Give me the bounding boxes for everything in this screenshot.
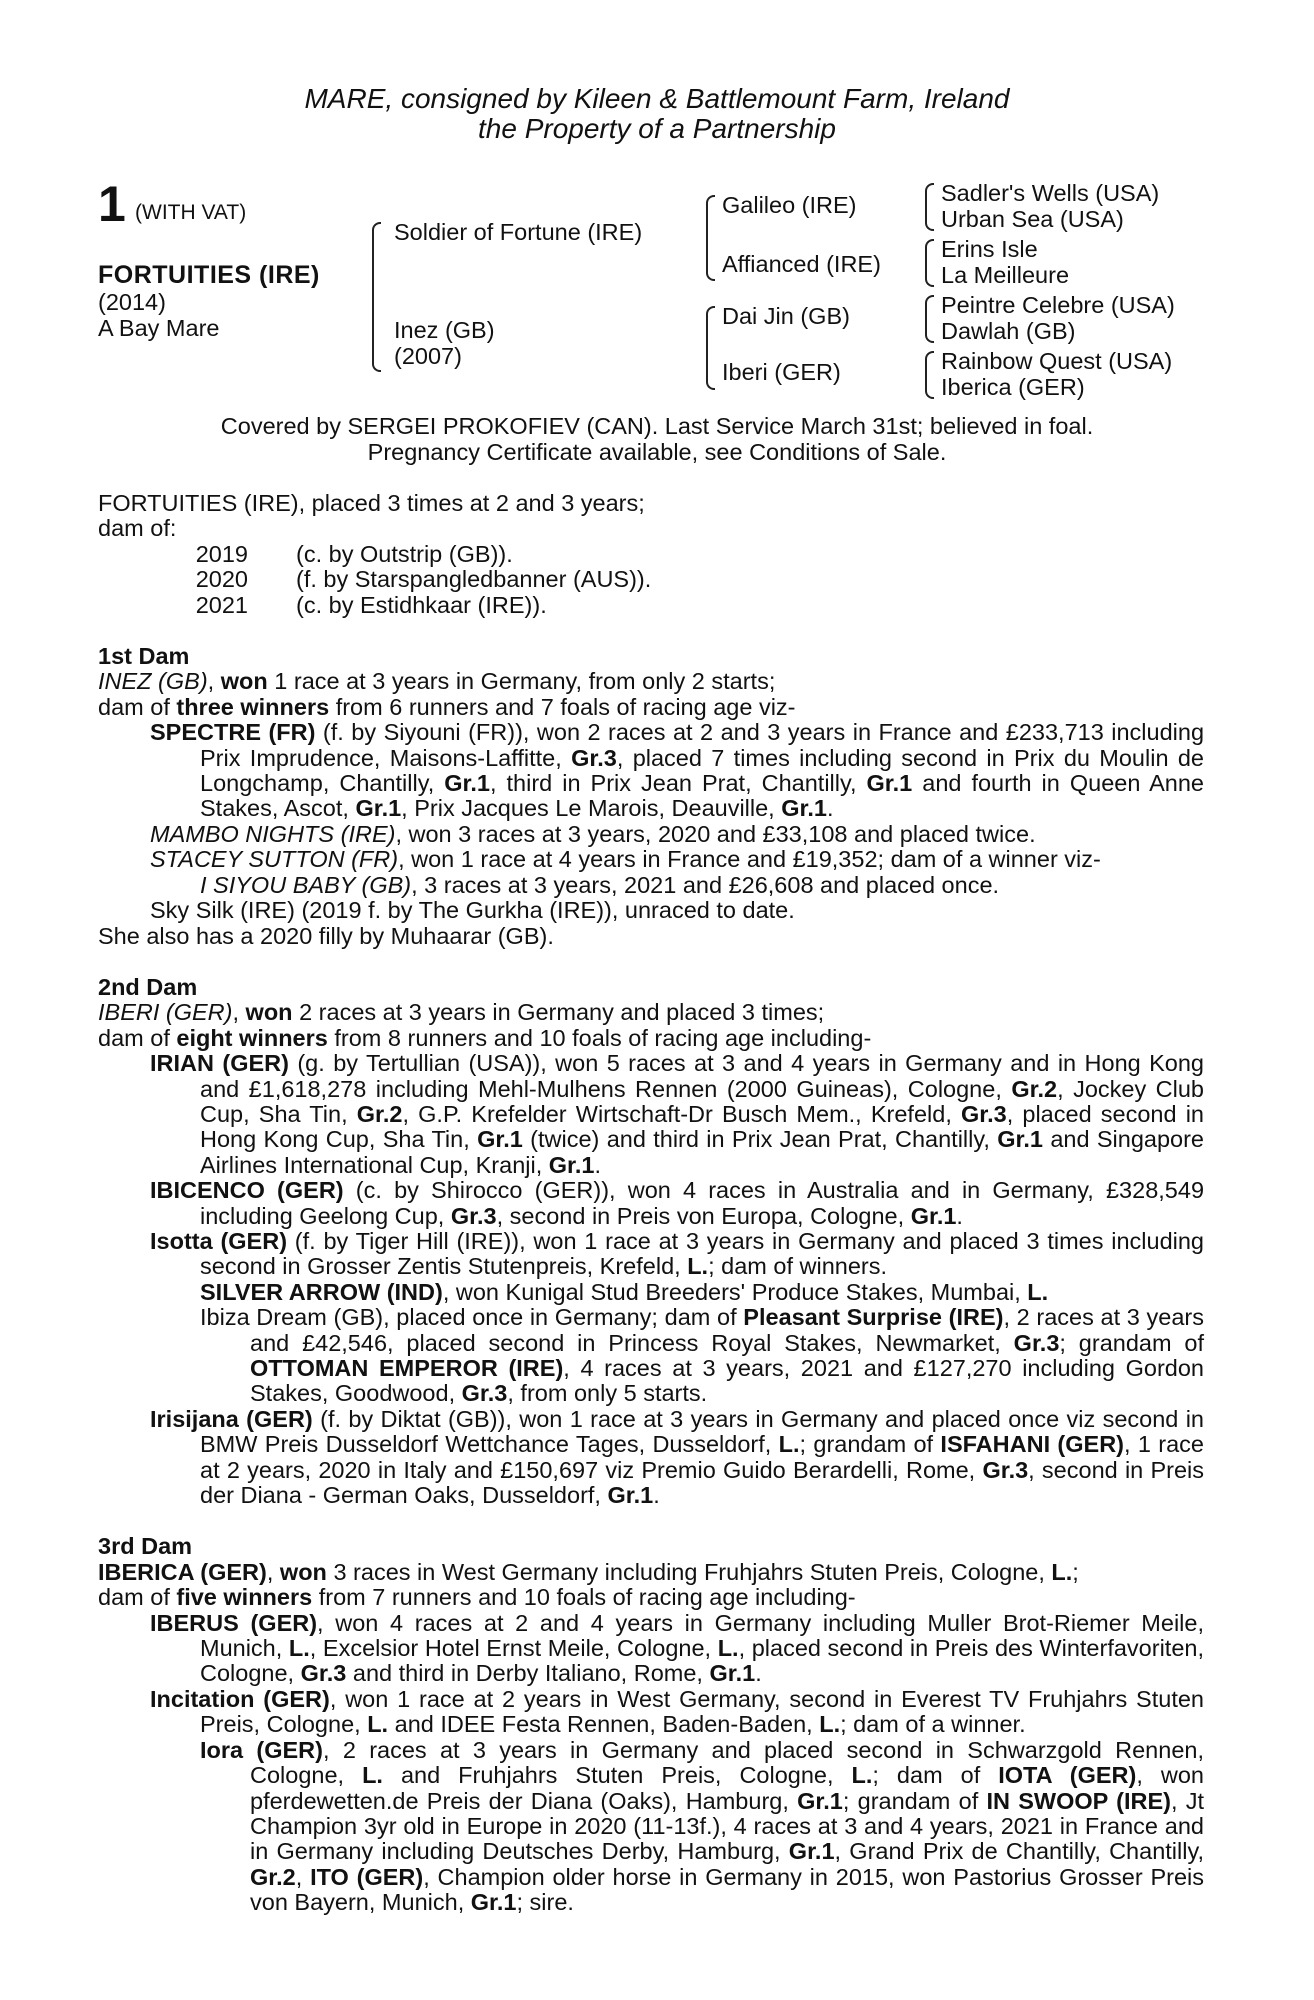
- foal-desc: (c. by Estidhkaar (IRE)).: [296, 591, 547, 618]
- entry-text: and Singapore Airlines International Cup, Kranji,: [200, 1126, 1205, 1178]
- horse-bold-name: IRIAN (GER): [150, 1050, 289, 1077]
- grade: L.: [1051, 1558, 1073, 1585]
- grade: Gr.3: [1013, 1329, 1060, 1356]
- grade: Gr.1: [866, 770, 913, 797]
- pedigree-g3: Erins Isle: [941, 236, 1038, 262]
- foal-row: [98, 567, 1204, 592]
- dam2-name: IBERI (GER): [98, 999, 233, 1026]
- entry-text: , Jt Champion 3yr old in Europe in 2020 (11-13f.), 4 races at 3 and 4 years, 2021 in France and in Germany including Deutsches Derby, Hamburg,: [250, 1787, 1205, 1865]
- entry-text: , won 4 races at 2 and 4 years in Germany including Muller Brot-Riemer Meile, Munich,: [200, 1609, 1204, 1662]
- entry-text: , won Kunigal Stud Breeders' Produce Stakes, Mumbai,: [442, 1278, 1028, 1305]
- entry-text: Ibiza Dream (GB), placed once in Germany; dam of: [200, 1304, 744, 1331]
- pedigree-sire-dam: Affianced (IRE): [722, 251, 881, 277]
- entry-text: ,: [295, 1863, 311, 1890]
- entry-mambo: [150, 822, 1204, 847]
- entry-text: , 2 races at 3 years in Germany and placed second in Schwarzgold Rennen, Cologne,: [250, 1736, 1204, 1789]
- grade: L.: [362, 1762, 383, 1789]
- dam2-dam-of: [98, 1026, 1204, 1051]
- entry-text: , placed second in Preis des Winterfavoriten, Cologne,: [200, 1635, 1204, 1687]
- entry-text: , placed 7 times including second in Prix du Moulin de Longchamp, Chantilly,: [200, 744, 1204, 797]
- entry-text: .: [956, 1202, 963, 1229]
- grade: Gr.3: [300, 1660, 347, 1687]
- dam1-summary: INEZ (GB), won 1 race at 3 years in Germany, from only 2 starts;: [98, 668, 776, 695]
- dam-of-text: from 6 runners and 7 foals of racing age viz-: [329, 693, 796, 720]
- grade: Gr.3: [450, 1202, 497, 1229]
- grade: Gr.1: [607, 1482, 654, 1509]
- dam3-won: won: [279, 1558, 327, 1585]
- pedigree-dam-sire: Dai Jin (GB): [722, 303, 850, 329]
- section-title-2nd-dam: 2nd Dam: [98, 973, 198, 1000]
- grade: L.: [778, 1431, 800, 1458]
- entry-sky-silk: Sky Silk (IRE) (2019 f. by The Gurkha (IRE)), unraced to date.: [150, 897, 795, 924]
- entry-text: , Prix Jacques Le Marois, Deauville,: [401, 795, 782, 822]
- horse-bold-name: Irisijana (GER): [150, 1405, 313, 1432]
- horse-bold-name: IBICENCO (GER): [150, 1177, 344, 1204]
- pedigree-sire-sire: Galileo (IRE): [722, 192, 857, 218]
- entry-stacey: [150, 847, 1204, 872]
- grade: Gr.1: [797, 1787, 843, 1814]
- pedigree-brace-g4: [925, 351, 934, 399]
- grade: L.: [367, 1711, 389, 1738]
- foal-year: 2019: [195, 540, 248, 567]
- grade: L.: [851, 1762, 873, 1789]
- winners-count: eight winners: [176, 1024, 328, 1051]
- dam1-name: INEZ (GB): [98, 668, 208, 695]
- dam3-summary: IBERICA (GER), won 3 races in West Germany including Fruhjahrs Stuten Preis, Cologne, L.;: [98, 1558, 1079, 1585]
- pedigree-brace-main: [372, 222, 381, 372]
- entry-iberus: [150, 1611, 1204, 1687]
- intro-line-1: FORTUITIES (IRE), placed 3 times at 2 and 3 years;: [98, 490, 645, 516]
- dam2-text: 2 races at 3 years in Germany and placed 3 times;: [292, 999, 825, 1026]
- entry-text: , second in Preis der Diana - German Oaks, Dusseldorf,: [200, 1456, 1205, 1509]
- horse-italic-name: STACEY SUTTON (FR): [150, 846, 399, 873]
- dam1-also: She also has a 2020 filly by Muhaarar (GB).: [98, 922, 554, 949]
- grade: Gr.1: [477, 1126, 523, 1153]
- grade: Gr.1: [788, 1838, 835, 1865]
- dam-of-text: from 8 runners and 10 foals of racing age including-: [327, 1024, 872, 1051]
- grade: Gr.1: [444, 770, 490, 797]
- entry-text: , won 3 races at 3 years, 2020 and £33,108 and placed twice.: [395, 820, 1036, 847]
- grade: Gr.2: [356, 1100, 403, 1127]
- pedigree-g4: La Meilleure: [941, 262, 1070, 288]
- foal-year: 2020: [195, 566, 248, 593]
- entry-ibiza-dream: [200, 1305, 1204, 1407]
- entry-text: .: [653, 1482, 660, 1509]
- entry-text: ; dam of a winner.: [840, 1711, 1026, 1738]
- dam2-won: won: [245, 999, 293, 1026]
- entry-text: , won 1 race at 4 years in France and £19,352; dam of a winner viz-: [398, 846, 1101, 873]
- entry-text: and IDEE Festa Rennen, Baden-Baden,: [388, 1711, 820, 1738]
- dam1-text: 1 race at 3 years in Germany, from only 2 starts;: [267, 668, 776, 695]
- covered-note: [0, 413, 1314, 465]
- dam2-summary: IBERI (GER), won 2 races at 3 years in Germany and placed 3 times;: [98, 999, 825, 1026]
- entry-text: , Grand Prix de Chantilly, Chantilly,: [834, 1838, 1204, 1865]
- horse-bold-name: IBERUS (GER): [150, 1609, 318, 1636]
- grade: Gr.2: [250, 1863, 296, 1890]
- horse-bold-name: SILVER ARROW (IND): [200, 1278, 443, 1305]
- horse-bold-name: Isotta (GER): [150, 1227, 288, 1254]
- grade: L.: [717, 1635, 739, 1662]
- entry-text: (twice) and third in Prix Jean Prat, Chantilly,: [522, 1126, 998, 1153]
- dam3-text: ;: [1072, 1558, 1079, 1585]
- section-title-3rd-dam: 3rd Dam: [98, 1533, 193, 1560]
- foal-desc: (f. by Starspangledbanner (AUS)).: [296, 566, 652, 593]
- entry-text: (g. by Tertullian (USA)), won 5 races at 3 and 4 years in Germany and in Hong Kong and £1,618,278 including Mehl-Mulhens Rennen (2000 Guineas), Cologne,: [200, 1050, 1204, 1102]
- entry-ibicenco: [150, 1178, 1204, 1229]
- grade: Gr.1: [997, 1126, 1043, 1153]
- dam-of-text: from 7 runners and 10 foals of racing age including-: [312, 1584, 856, 1611]
- entry-text: , 1 race at 2 years, 2020 in Italy and £150,697 viz Premio Guido Berardelli, Rome,: [200, 1431, 1204, 1483]
- grade: Gr.1: [781, 795, 827, 822]
- lot-number: 1: [98, 176, 126, 232]
- entry-text: , G.P. Krefelder Wirtschaft-Dr Busch Mem., Krefeld,: [402, 1100, 961, 1127]
- grade: Gr.1: [470, 1889, 517, 1916]
- entry-irisijana: [150, 1407, 1204, 1509]
- winners-count: three winners: [176, 693, 330, 720]
- horse-bold-name: OTTOMAN EMPEROR (IRE): [250, 1355, 564, 1381]
- grade: Gr.1: [548, 1151, 595, 1178]
- horse-italic-name: MAMBO NIGHTS (IRE): [150, 820, 396, 847]
- entry-text: , third in Prix Jean Prat, Chantilly,: [490, 770, 867, 797]
- pedigree-dam-dam: Iberi (GER): [722, 359, 841, 385]
- grade: L.: [687, 1253, 709, 1280]
- horse-bold-name: ITO (GER): [310, 1863, 424, 1890]
- pedigree-g7: Rainbow Quest (USA): [941, 348, 1173, 374]
- entry-text: and fourth in Queen Anne Stakes, Ascot,: [200, 770, 1204, 822]
- dam-of-text: dam of: [98, 693, 177, 720]
- grade: Gr.1: [355, 795, 402, 822]
- pedigree-brace-sire: [706, 195, 715, 281]
- pedigree-g5: Peintre Celebre (USA): [941, 292, 1175, 318]
- entry-text: .: [594, 1151, 602, 1178]
- horse-italic-name: I SIYOU BABY (GB): [200, 871, 412, 898]
- grade: L.: [1027, 1278, 1049, 1305]
- grade: Gr.3: [960, 1100, 1007, 1127]
- winners-count: five winners: [176, 1584, 313, 1611]
- foal-row: [98, 593, 1204, 618]
- pedigree-brace-g1: [925, 183, 934, 231]
- header-line-1: MARE, consigned by Kileen & Battlemount Farm, Ireland: [304, 83, 1010, 114]
- foal-row: [98, 542, 1204, 567]
- grade: Gr.2: [1011, 1075, 1058, 1102]
- pedigree-brace-dam: [706, 306, 715, 390]
- intro-line-2: dam of:: [98, 515, 177, 542]
- horse-bold-name: IN SWOOP (IRE): [986, 1787, 1171, 1814]
- pedigree-brace-g3: [925, 295, 934, 343]
- entry-text: , second in Preis von Europa, Cologne,: [496, 1202, 911, 1229]
- entry-text: .: [755, 1660, 762, 1687]
- horse-bold-name: Incitation (GER): [150, 1685, 330, 1712]
- grade: Gr.1: [709, 1660, 756, 1687]
- entry-text: ; grandam of: [842, 1787, 987, 1814]
- grade: L.: [288, 1635, 310, 1662]
- horse-bold-name: SPECTRE (FR): [150, 719, 316, 746]
- entry-text: (f. by Tiger Hill (IRE)), won 1 race at 3 years in Germany and placed 3 times including second in Grosser Zentis Stutenpreis, Krefeld,: [200, 1227, 1204, 1280]
- horse-name: FORTUITIES (IRE): [98, 261, 320, 289]
- horse-year: (2014): [98, 289, 166, 315]
- entry-text: .: [826, 795, 834, 822]
- entry-text: ; dam of: [872, 1762, 999, 1789]
- catalogue-header: [0, 84, 1314, 144]
- header-line-2: the Property of a Partnership: [478, 113, 836, 144]
- entry-text: , Champion older horse in Germany in 2015, won Pastorius Grosser Preis von Bayern, Munich,: [250, 1863, 1204, 1916]
- pedigree-g6: Dawlah (GB): [941, 318, 1076, 344]
- entry-text: ; grandam of: [799, 1431, 941, 1458]
- entry-text: ; sire.: [516, 1889, 574, 1916]
- entry-text: ; dam of winners.: [708, 1253, 888, 1280]
- entry-text: and third in Derby Italiano, Rome,: [346, 1660, 710, 1687]
- lot-vat: (WITH VAT): [135, 201, 247, 224]
- pedigree-dam-year: (2007): [394, 343, 462, 369]
- grade: L.: [819, 1711, 841, 1738]
- foal-desc: (c. by Outstrip (GB)).: [296, 540, 513, 567]
- pedigree-g1: Sadler's Wells (USA): [941, 180, 1160, 206]
- entry-text: , Jockey Club Cup, Sha Tin,: [200, 1075, 1205, 1127]
- catalogue-body: [98, 491, 1204, 1916]
- grade: Gr.3: [982, 1456, 1029, 1483]
- foal-year: 2021: [195, 591, 248, 618]
- entry-text: ; grandam of: [1059, 1329, 1205, 1356]
- horse-description: A Bay Mare: [98, 315, 220, 341]
- dam3-dam-of: [98, 1585, 1204, 1610]
- dam1-dam-of: [98, 695, 1204, 720]
- entry-text: , 3 races at 3 years, 2021 and £26,608 and placed once.: [411, 871, 1000, 898]
- entry-text: , won pferdewetten.de Preis der Diana (Oaks), Hamburg,: [250, 1762, 1204, 1814]
- entry-text: , won 1 race at 2 years in West Germany, second in Everest TV Fruhjahrs Stuten Preis, Cologne,: [200, 1685, 1204, 1738]
- entry-text: , from only 5 starts.: [507, 1380, 708, 1407]
- entry-spectre: [150, 720, 1204, 822]
- pedigree-dam: Inez (GB): [394, 317, 495, 343]
- entry-text: and Fruhjahrs Stuten Preis, Cologne,: [382, 1762, 852, 1789]
- dam-of-text: dam of: [98, 1584, 177, 1611]
- pedigree-brace-g2: [925, 239, 934, 287]
- dam-of-text: dam of: [98, 1024, 177, 1051]
- entry-incitation: [150, 1687, 1204, 1738]
- horse-bold-name: IOTA (GER): [998, 1762, 1137, 1789]
- entry-irian: [150, 1051, 1204, 1178]
- dam3-name: IBERICA (GER): [98, 1558, 267, 1585]
- horse-bold-name: ISFAHANI (GER): [940, 1431, 1125, 1458]
- entry-text: , Excelsior Hotel Ernst Meile, Cologne,: [309, 1635, 718, 1662]
- pedigree-sire: Soldier of Fortune (IRE): [394, 219, 643, 245]
- entry-text: , placed second in Hong Kong Cup, Sha Tin,: [200, 1100, 1204, 1153]
- entry-text: (f. by Diktat (GB)), won 1 race at 3 years in Germany and placed once viz second in BMW Preis Dusseldorf Wettchance Tages, Dusseldorf,: [200, 1405, 1205, 1458]
- section-title-1st-dam: 1st Dam: [98, 643, 190, 670]
- dam3-text: 3 races in West Germany including Fruhjahrs Stuten Preis, Cologne,: [326, 1558, 1052, 1585]
- grade: Gr.1: [910, 1202, 957, 1229]
- entry-silver-arrow: [200, 1280, 1204, 1305]
- grade: Gr.3: [461, 1380, 508, 1407]
- entry-text: (c. by Shirocco (GER)), won 4 races in Australia and in Germany, £328,549 including Geelong Cup,: [200, 1177, 1205, 1229]
- pedigree-g8: Iberica (GER): [941, 374, 1085, 400]
- covered-line-2: Pregnancy Certificate available, see Conditions of Sale.: [367, 439, 947, 465]
- horse-bold-name: Iora (GER): [200, 1736, 323, 1763]
- entry-isotta: [150, 1229, 1204, 1280]
- pedigree-g2: Urban Sea (USA): [941, 206, 1124, 232]
- entry-text: , 2 races at 3 years and £42,546, placed second in Princess Royal Stakes, Newmarket,: [250, 1304, 1205, 1356]
- horse-bold-name: Pleasant Surprise (IRE): [743, 1304, 1004, 1331]
- entry-iora: [200, 1738, 1204, 1916]
- entry-isiyou: [200, 873, 1204, 898]
- entry-text: , 4 races at 3 years, 2021 and £127,270 including Gordon Stakes, Goodwood,: [250, 1355, 1204, 1407]
- entry-text: (f. by Siyouni (FR)), won 2 races at 2 and 3 years in France and £233,713 including Prix Imprudence, Maisons-Laffitte,: [200, 719, 1205, 771]
- grade: Gr.3: [571, 744, 617, 771]
- dam1-won: won: [220, 668, 268, 695]
- covered-line-1: Covered by SERGEI PROKOFIEV (CAN). Last Service March 31st; believed in foal.: [220, 413, 1094, 439]
